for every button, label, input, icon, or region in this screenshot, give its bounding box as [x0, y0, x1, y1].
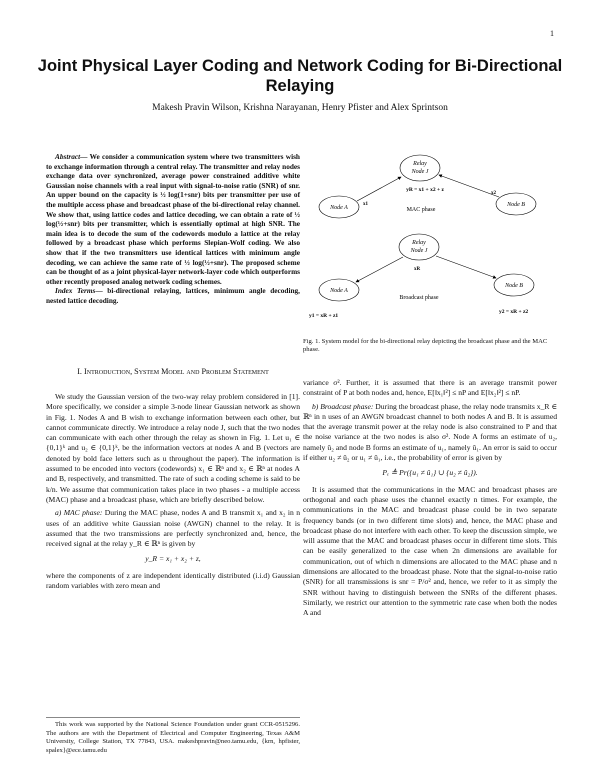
relay-label-bc: Relay	[412, 240, 426, 246]
relay-node-label-bc: Node J	[410, 248, 428, 254]
broadcast-text: During the broadcast phase, the relay node transmits x_R ∈ ℝⁿ in n uses of an AWGN broadcast channel to both nodes A and B. It is assumed that the average transmit power at the relay node is also constrained to P and that the noise variance at the two nodes is also σ². Node A forms an estimate of u₂, namely û₂ and node B forms an estimate of u₁, namely û₁. An error is said to occur if either u₂ ≠ û₂ or u₁ ≠ û₁, i.e., the probability of error is given by	[303, 401, 557, 463]
arrow-relay-to-a	[356, 257, 403, 282]
node-b-label-mac: Node B	[507, 202, 525, 208]
system-model-figure	[303, 145, 557, 337]
node-a-label-mac: Node A	[330, 205, 348, 211]
page-number: 1	[550, 29, 554, 38]
yr-label: yR = x1 + x2 + z	[406, 187, 444, 193]
abstract-text: We consider a communication system where two transmitters wish to exchange information through a central relay. The transmitter and relay nodes exchange data over synchronized, average power constrained additive white Gaussian noise channels with a real input with signal-to-noise ratio (SNR) of snr. An upper bound on the capacity is ½ log(1+snr) bits per transmitter per use of the multiple access phase and broadcast phase of the bi-directional relay channel. We show that, using lattice codes and lattice decoding, we can obtain a rate of ½ log(½+snr) bits per transmitter, which is essentially optimal at high SNR. The main idea is to decode the sum of the codewords modulo a lattice at the relay followed by a broadcast phase which performs Slepian-Wolf coding. We also show that if the two transmitters use identical lattices with minimum angle decoding, we can achieve the same rate of ½ log(½+snr). The proposed scheme can be thought of as a joint physical-layer network-layer code which outperforms other recently proposed analog network coding schemes.	[46, 152, 300, 286]
after-equation-text: where the components of z are independent identically distributed (i.i.d) Gaussian random variables with zero mean and	[46, 570, 300, 591]
x1-label: x1	[363, 202, 368, 207]
index-terms-label: Index Terms	[55, 286, 96, 296]
variance-paragraph: variance σ². Further, it is assumed that there is an average transmit power constraint of P at both nodes and, hence, E[‖x₁‖²] ≤ nP and E[‖x₂‖²] ≤ nP.	[303, 378, 557, 398]
right-body	[303, 378, 557, 622]
x2-label: x2	[491, 191, 496, 196]
mac-label: a) MAC phase:	[55, 508, 103, 518]
orthogonal-paragraph: It is assumed that the communications in the MAC and broadcast phases are orthogonal and each phase uses the channel exactly n times. For example, the communications in the MAC and broadcast phase could be in two separate frequency bands (or in two different time slots) and, hence, the MAC phase and broadcast phase do not interfere with each other. To keep the discussion simple, we will assume that the MAC and broadcast phases occur in different time slots. This can be easily generalized to the case when 2n dimensions are available for communication, out of which n dimensions are allocated to the MAC phase and n dimensions are allocated to the broadcast phase. Note that the signal-to-noise ratio (SNR) for all transmissions is snr = P/σ² and, hence, we refer to it as simply the SNR without having to distinguish between the SNRs of the different phases. Similarly, we restrict our attention to the symmetric rate case when both the nodes A and	[303, 484, 557, 618]
mac-text: During the MAC phase, nodes A and B transmit x₁ and x₂ in n uses of an additive white Gaussian noise (AWGN) channel to the relay. It is assumed that the two transmissions are perfectly synchronized and, hence, the received signal at the relay y_R ∈ ℝⁿ is given by	[46, 508, 301, 549]
left-body	[46, 392, 300, 594]
figure-caption: Fig. 1. System model for the bi-directional relay depicting the broadcast phase and the MAC phase.	[303, 338, 548, 354]
arrow-relay-to-b	[436, 256, 496, 278]
mac-paragraph	[46, 508, 300, 549]
paper-authors: Makesh Pravin Wilson, Krishna Narayanan, Henry Pfister and Alex Sprintson	[152, 103, 448, 113]
relay-node-label-mac: Node J	[411, 169, 429, 175]
abstract-label: Abstract	[55, 152, 81, 161]
footnote	[46, 717, 300, 755]
broadcast-label: b) Broadcast phase:	[312, 401, 374, 411]
index-terms-text: bi-directional relaying, lattices, minimum angle decoding, nested lattice decoding.	[46, 286, 301, 305]
relay-node-bc	[399, 234, 439, 260]
paper-title: Joint Physical Layer Coding and Network Coding for Bi-Directional Relaying	[37, 57, 563, 95]
xr-label: xR	[414, 267, 421, 272]
footnote-text: This work was supported by the National Science Foundation under grant CCR-0515296. The authors are with the Department of Electrical and Computer Engineering, Texas A&M University, College Station, TX 77843, USA. makeshpravin@neo.tamu.edu, {krn, hpfister, spalex}@ece.tamu.edu	[46, 721, 300, 754]
relay-label-mac: Relay	[413, 161, 427, 167]
intro-paragraph: We study the Gaussian version of the two-way relay problem considered in [1]. More specifically, we consider a simple 3-node linear Gaussian network as shown in Fig. 1. Nodes A and B wish to exchange information between each other, but cannot communicate directly. We introduce a relay node J, such that the two nodes can communicate with each other through the relay as shown in Fig. 1. Let u₁ ∈ {0,1}ᵏ and u₂ ∈ {0,1}ᵏ, be the information vectors at nodes A and B (vectors are denoted by bold face letters such as u throughout the paper). The information is assumed to be encoded into vectors (codewords) x₁ ∈ ℝⁿ and x₂ ∈ ℝⁿ at nodes A and B, respectively, and transmitted. The rate of such a coding scheme is said to be k/n. We assume that communication takes place in two phases - a multiple access (MAC) phase and a broadcast phase, which are briefly described below.	[46, 392, 300, 504]
y2-label: y2 = xR + z2	[499, 309, 529, 315]
mac-phase-label: MAC phase	[406, 207, 436, 213]
arrow-a-to-relay	[357, 177, 401, 201]
broadcast-paragraph	[303, 402, 557, 464]
arrow-b-to-relay	[439, 175, 499, 197]
equation-yr: y_R = x₁ + x₂ + z,	[145, 554, 201, 564]
equation-pe: Pₑ ≜ Pr({u₁ ≠ û₁} ∪ {u₂ ≠ û₂}).	[382, 468, 478, 478]
y1-label: y1 = xR + z1	[309, 313, 339, 319]
broadcast-phase-label: Broadcast phase	[399, 295, 439, 301]
node-a-label-bc: Node A	[330, 288, 348, 294]
abstract-block: Abstract— We consider a communication system where two transmitters wish to exchange information through a central relay. The transmitter and relay nodes exchange data over synchronized, average power constrained additive white Gaussian noise channels with a real input with signal-to-noise ratio (SNR) of snr. An upper bound on the capacity is ½ log(1+snr) bits per transmitter per use of the multiple access phase and broadcast phase of the bi-directional relay channel. We show that, using lattice codes and lattice decoding, we can obtain a rate of ½ log(½+snr) bits per transmitter, which is essentially optimal at high SNR. The main idea is to decode the sum of the codewords modulo a lattice at the relay followed by a broadcast phase which performs Slepian-Wolf coding. We also show that if the two transmitters use identical lattices with minimum angle decoding, we can achieve the same rate of ½ log(½+snr). The proposed scheme can be thought of as a joint physical-layer network-layer code which outperforms other recently proposed analog network coding schemes. Index Terms— bi-directional relaying, lattices, minimum angle decoding, nested lattice decoding.	[46, 152, 301, 305]
section-heading: I. Introduction, System Model and Problem Statement	[77, 367, 269, 376]
node-b-label-bc: Node B	[505, 283, 523, 289]
relay-node-mac	[400, 155, 440, 181]
